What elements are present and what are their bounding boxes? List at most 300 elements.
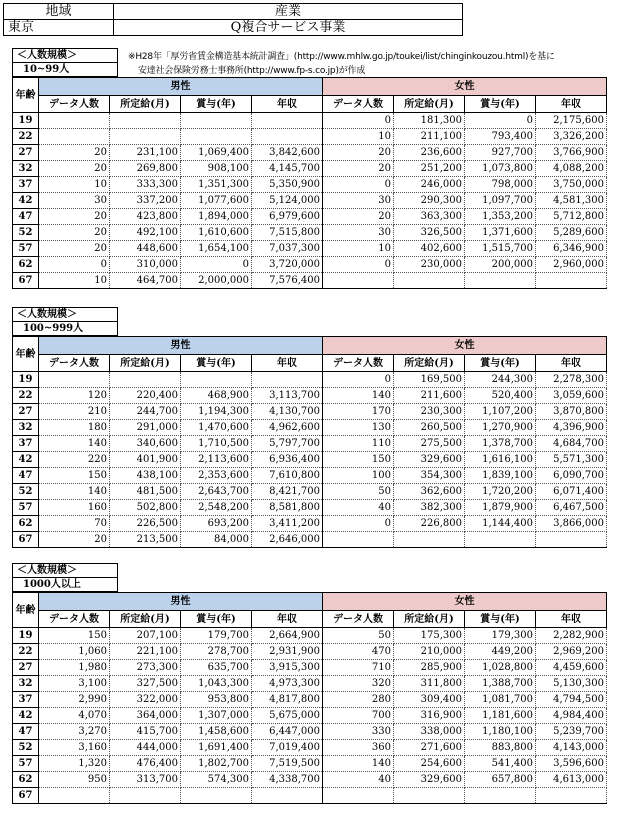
female-cell: 1,081,700	[465, 692, 536, 708]
female-cell: 211,100	[394, 129, 465, 145]
male-cell: 423,800	[110, 209, 181, 225]
female-cell: 226,800	[394, 516, 465, 532]
male-cell: 231,100	[110, 145, 181, 161]
female-cell: 1,073,800	[465, 161, 536, 177]
size-value: 10~99人	[13, 63, 118, 77]
age-cell: 62	[13, 772, 39, 788]
male-cell: 4,070	[39, 708, 110, 724]
size-label: ＜人数規模＞	[13, 308, 118, 322]
male-col-monthly: 所定給(月)	[110, 96, 181, 113]
male-cell	[252, 788, 323, 804]
male-cell: 492,100	[110, 225, 181, 241]
female-cell: 2,278,300	[536, 372, 607, 388]
female-cell: 175,300	[394, 628, 465, 644]
male-cell: 574,300	[181, 772, 252, 788]
male-col-monthly: 所定給(月)	[110, 611, 181, 628]
female-cell: 254,600	[394, 756, 465, 772]
male-header: 男性	[39, 78, 323, 96]
female-cell: 1,270,900	[465, 420, 536, 436]
male-col-bonus: 賞与(年)	[181, 611, 252, 628]
male-col-count: データ人数	[39, 611, 110, 628]
male-cell: 6,979,600	[252, 209, 323, 225]
age-cell: 42	[13, 452, 39, 468]
male-cell: 4,962,600	[252, 420, 323, 436]
size-section	[12, 48, 607, 289]
female-cell: 0	[323, 257, 394, 273]
table-row	[13, 772, 607, 788]
age-cell: 67	[13, 532, 39, 548]
female-cell	[465, 532, 536, 548]
age-cell: 22	[13, 388, 39, 404]
female-cell: 50	[323, 484, 394, 500]
age-cell: 62	[13, 257, 39, 273]
male-cell: 10	[39, 273, 110, 289]
male-cell	[110, 129, 181, 145]
female-cell: 5,239,700	[536, 724, 607, 740]
female-cell: 3,596,600	[536, 756, 607, 772]
male-cell	[39, 372, 110, 388]
male-cell: 20	[39, 532, 110, 548]
age-cell: 57	[13, 500, 39, 516]
female-cell: 236,600	[394, 145, 465, 161]
female-cell	[323, 788, 394, 804]
table-row	[13, 273, 607, 289]
female-cell: 3,870,800	[536, 404, 607, 420]
size-box	[12, 48, 118, 77]
female-cell: 4,396,900	[536, 420, 607, 436]
female-cell: 329,600	[394, 772, 465, 788]
table-row	[13, 692, 607, 708]
male-cell: 8,421,700	[252, 484, 323, 500]
table-row	[13, 436, 607, 452]
female-cell: 4,684,700	[536, 436, 607, 452]
female-cell: 3,059,600	[536, 388, 607, 404]
female-cell: 1,720,200	[465, 484, 536, 500]
female-col-annual: 年収	[536, 611, 607, 628]
male-cell: 2,353,600	[181, 468, 252, 484]
female-cell: 311,800	[394, 676, 465, 692]
male-cell: 2,990	[39, 692, 110, 708]
female-cell: 2,282,900	[536, 628, 607, 644]
size-label: ＜人数規模＞	[13, 49, 118, 63]
male-cell: 464,700	[110, 273, 181, 289]
table-row	[13, 257, 607, 273]
male-cell: 327,500	[110, 676, 181, 692]
male-cell: 3,100	[39, 676, 110, 692]
female-cell: 4,143,000	[536, 740, 607, 756]
female-header: 女性	[323, 78, 607, 96]
table-row	[13, 676, 607, 692]
female-cell: 338,000	[394, 724, 465, 740]
male-cell: 221,100	[110, 644, 181, 660]
male-cell: 210	[39, 404, 110, 420]
table-row	[13, 113, 607, 129]
male-cell: 5,350,900	[252, 177, 323, 193]
male-cell: 160	[39, 500, 110, 516]
age-cell: 42	[13, 708, 39, 724]
male-cell: 10	[39, 177, 110, 193]
female-cell: 200,000	[465, 257, 536, 273]
male-cell: 438,100	[110, 468, 181, 484]
male-cell: 2,643,700	[181, 484, 252, 500]
age-cell: 52	[13, 740, 39, 756]
female-cell: 6,346,900	[536, 241, 607, 257]
female-cell: 100	[323, 468, 394, 484]
female-cell: 1,107,200	[465, 404, 536, 420]
female-cell: 5,289,600	[536, 225, 607, 241]
male-cell: 908,100	[181, 161, 252, 177]
male-cell	[181, 372, 252, 388]
male-cell: 84,000	[181, 532, 252, 548]
male-cell: 244,700	[110, 404, 181, 420]
size-value: 1000人以上	[13, 578, 118, 592]
age-cell: 27	[13, 660, 39, 676]
male-cell: 3,720,000	[252, 257, 323, 273]
female-cell: 20	[323, 161, 394, 177]
female-cell: 20	[323, 145, 394, 161]
male-cell: 140	[39, 484, 110, 500]
age-cell: 67	[13, 273, 39, 289]
male-cell	[110, 788, 181, 804]
male-cell: 179,700	[181, 628, 252, 644]
female-col-count: データ人数	[323, 96, 394, 113]
male-cell: 4,817,800	[252, 692, 323, 708]
male-cell: 415,700	[110, 724, 181, 740]
male-cell	[39, 129, 110, 145]
wage-table	[12, 592, 607, 804]
age-cell: 47	[13, 209, 39, 225]
male-cell: 3,270	[39, 724, 110, 740]
age-cell: 67	[13, 788, 39, 804]
female-cell: 2,969,200	[536, 644, 607, 660]
male-cell	[252, 113, 323, 129]
male-cell: 7,037,300	[252, 241, 323, 257]
female-col-monthly: 所定給(月)	[394, 96, 465, 113]
male-cell: 0	[39, 257, 110, 273]
table-row	[13, 404, 607, 420]
female-cell: 329,600	[394, 452, 465, 468]
wage-table	[12, 77, 607, 289]
male-col-annual: 年収	[252, 355, 323, 372]
male-cell: 448,600	[110, 241, 181, 257]
female-cell: 1,616,100	[465, 452, 536, 468]
female-cell: 470	[323, 644, 394, 660]
female-cell: 5,571,300	[536, 452, 607, 468]
male-cell: 468,900	[181, 388, 252, 404]
source-note-line1: ※H28年「厚労省賃金構造基本統計調査」(http://www.mhlw.go.jp/toukei/list/chinginkouzou.html)を基に	[128, 52, 555, 62]
male-cell: 7,576,400	[252, 273, 323, 289]
female-cell: 5,130,300	[536, 676, 607, 692]
age-header: 年齢	[13, 337, 39, 372]
male-cell: 6,936,400	[252, 452, 323, 468]
female-cell: 30	[323, 193, 394, 209]
female-cell: 179,300	[465, 628, 536, 644]
female-col-annual: 年収	[536, 96, 607, 113]
female-cell: 927,700	[465, 145, 536, 161]
female-cell: 275,500	[394, 436, 465, 452]
male-cell: 140	[39, 436, 110, 452]
female-cell: 150	[323, 452, 394, 468]
age-cell: 19	[13, 628, 39, 644]
table-row	[13, 500, 607, 516]
female-cell: 402,600	[394, 241, 465, 257]
age-cell: 22	[13, 644, 39, 660]
female-cell: 0	[323, 372, 394, 388]
male-cell: 313,700	[110, 772, 181, 788]
male-col-bonus: 賞与(年)	[181, 355, 252, 372]
table-row	[13, 420, 607, 436]
female-cell: 169,500	[394, 372, 465, 388]
female-cell: 316,900	[394, 708, 465, 724]
age-cell: 32	[13, 676, 39, 692]
female-cell: 798,000	[465, 177, 536, 193]
male-cell: 7,519,500	[252, 756, 323, 772]
male-cell	[110, 113, 181, 129]
region-value: 東京	[4, 20, 114, 36]
male-cell: 1,610,600	[181, 225, 252, 241]
male-cell: 4,338,700	[252, 772, 323, 788]
female-cell: 290,300	[394, 193, 465, 209]
female-cell: 6,071,400	[536, 484, 607, 500]
female-cell: 1,144,400	[465, 516, 536, 532]
table-row	[13, 145, 607, 161]
table-row	[13, 516, 607, 532]
male-cell: 180	[39, 420, 110, 436]
male-cell: 226,500	[110, 516, 181, 532]
male-cell: 3,915,300	[252, 660, 323, 676]
female-col-bonus: 賞与(年)	[465, 96, 536, 113]
table-row	[13, 388, 607, 404]
male-cell: 207,100	[110, 628, 181, 644]
female-cell: 3,766,900	[536, 145, 607, 161]
male-col-annual: 年収	[252, 96, 323, 113]
male-cell: 5,675,000	[252, 708, 323, 724]
female-cell: 1,378,700	[465, 436, 536, 452]
male-cell	[110, 372, 181, 388]
male-cell: 1,691,400	[181, 740, 252, 756]
male-cell: 1,654,100	[181, 241, 252, 257]
male-cell: 20	[39, 209, 110, 225]
table-row	[13, 193, 607, 209]
age-cell: 57	[13, 241, 39, 257]
male-cell: 7,019,400	[252, 740, 323, 756]
male-cell	[252, 372, 323, 388]
table-row	[13, 452, 607, 468]
male-cell: 1,307,000	[181, 708, 252, 724]
male-header: 男性	[39, 593, 323, 611]
female-cell: 326,500	[394, 225, 465, 241]
male-cell: 3,842,600	[252, 145, 323, 161]
female-cell: 1,181,600	[465, 708, 536, 724]
male-cell: 150	[39, 628, 110, 644]
female-cell: 3,750,000	[536, 177, 607, 193]
female-cell: 363,300	[394, 209, 465, 225]
table-row	[13, 209, 607, 225]
size-section	[12, 563, 607, 804]
female-cell: 6,467,500	[536, 500, 607, 516]
source-note-line2: 安達社会保険労務士事務所(http://www.fp-s.co.jp)が作成	[138, 66, 366, 76]
male-cell: 30	[39, 193, 110, 209]
female-cell: 271,600	[394, 740, 465, 756]
male-cell: 401,900	[110, 452, 181, 468]
male-cell: 5,124,000	[252, 193, 323, 209]
header-table	[3, 3, 463, 36]
female-cell: 50	[323, 628, 394, 644]
table-row	[13, 372, 607, 388]
age-header: 年齢	[13, 78, 39, 113]
male-cell: 1,043,300	[181, 676, 252, 692]
female-cell: 6,090,700	[536, 468, 607, 484]
female-cell: 4,794,500	[536, 692, 607, 708]
male-cell	[181, 129, 252, 145]
size-value: 100~999人	[13, 322, 118, 336]
region-label: 地域	[4, 4, 114, 20]
male-cell: 953,800	[181, 692, 252, 708]
male-cell: 476,400	[110, 756, 181, 772]
female-cell: 1,879,900	[465, 500, 536, 516]
female-cell: 1,097,700	[465, 193, 536, 209]
male-cell: 2,646,000	[252, 532, 323, 548]
table-row	[13, 660, 607, 676]
female-cell: 0	[465, 113, 536, 129]
male-cell: 3,113,700	[252, 388, 323, 404]
female-cell: 0	[323, 516, 394, 532]
female-col-count: データ人数	[323, 611, 394, 628]
female-cell	[536, 532, 607, 548]
male-cell: 278,700	[181, 644, 252, 660]
male-cell: 340,600	[110, 436, 181, 452]
age-cell: 37	[13, 177, 39, 193]
male-cell: 20	[39, 145, 110, 161]
female-cell: 0	[323, 113, 394, 129]
female-cell: 2,960,000	[536, 257, 607, 273]
male-cell: 3,160	[39, 740, 110, 756]
size-box	[12, 563, 118, 592]
male-cell: 481,500	[110, 484, 181, 500]
female-cell: 4,459,600	[536, 660, 607, 676]
male-cell: 4,973,300	[252, 676, 323, 692]
female-cell: 3,866,000	[536, 516, 607, 532]
female-cell: 246,000	[394, 177, 465, 193]
female-cell	[465, 273, 536, 289]
female-cell: 4,613,000	[536, 772, 607, 788]
table-row	[13, 129, 607, 145]
female-cell: 10	[323, 241, 394, 257]
female-cell	[323, 532, 394, 548]
male-cell	[252, 129, 323, 145]
female-col-bonus: 賞与(年)	[465, 611, 536, 628]
age-cell: 32	[13, 420, 39, 436]
female-cell: 354,300	[394, 468, 465, 484]
age-cell: 27	[13, 145, 39, 161]
male-cell: 310,000	[110, 257, 181, 273]
male-cell: 1,710,500	[181, 436, 252, 452]
male-cell: 1,802,700	[181, 756, 252, 772]
table-row	[13, 740, 607, 756]
female-cell: 1,515,700	[465, 241, 536, 257]
female-cell: 700	[323, 708, 394, 724]
male-cell: 1,470,600	[181, 420, 252, 436]
male-col-annual: 年収	[252, 611, 323, 628]
female-cell: 330	[323, 724, 394, 740]
female-cell	[536, 788, 607, 804]
age-cell: 19	[13, 372, 39, 388]
age-cell: 52	[13, 225, 39, 241]
female-cell	[323, 273, 394, 289]
age-cell: 47	[13, 468, 39, 484]
male-cell: 502,800	[110, 500, 181, 516]
age-cell: 57	[13, 756, 39, 772]
male-cell: 333,300	[110, 177, 181, 193]
size-box	[12, 307, 118, 336]
male-cell: 8,581,800	[252, 500, 323, 516]
female-col-count: データ人数	[323, 355, 394, 372]
female-cell	[394, 532, 465, 548]
female-cell: 710	[323, 660, 394, 676]
age-cell: 42	[13, 193, 39, 209]
male-cell: 213,500	[110, 532, 181, 548]
male-cell: 273,300	[110, 660, 181, 676]
female-cell: 520,400	[465, 388, 536, 404]
male-cell: 7,610,800	[252, 468, 323, 484]
male-col-bonus: 賞与(年)	[181, 96, 252, 113]
female-cell: 20	[323, 209, 394, 225]
female-cell: 4,088,200	[536, 161, 607, 177]
male-cell	[39, 788, 110, 804]
female-cell: 2,175,600	[536, 113, 607, 129]
female-cell: 181,300	[394, 113, 465, 129]
female-cell	[394, 273, 465, 289]
female-cell: 170	[323, 404, 394, 420]
male-cell: 1,458,600	[181, 724, 252, 740]
female-col-monthly: 所定給(月)	[394, 355, 465, 372]
size-label: ＜人数規模＞	[13, 564, 118, 578]
female-cell: 541,400	[465, 756, 536, 772]
male-cell: 4,145,700	[252, 161, 323, 177]
female-cell: 110	[323, 436, 394, 452]
male-cell: 20	[39, 225, 110, 241]
male-cell: 1,069,400	[181, 145, 252, 161]
female-cell: 1,388,700	[465, 676, 536, 692]
female-cell: 883,800	[465, 740, 536, 756]
female-cell: 244,300	[465, 372, 536, 388]
age-cell: 22	[13, 129, 39, 145]
age-cell: 47	[13, 724, 39, 740]
female-cell: 230,000	[394, 257, 465, 273]
female-cell: 3,326,200	[536, 129, 607, 145]
table-row	[13, 644, 607, 660]
male-cell: 444,000	[110, 740, 181, 756]
female-cell: 0	[323, 177, 394, 193]
male-cell: 3,411,200	[252, 516, 323, 532]
table-row	[13, 225, 607, 241]
table-row	[13, 532, 607, 548]
female-cell: 40	[323, 772, 394, 788]
male-cell: 950	[39, 772, 110, 788]
male-cell: 220,400	[110, 388, 181, 404]
female-header: 女性	[323, 337, 607, 355]
male-cell: 4,130,700	[252, 404, 323, 420]
female-cell: 1,028,800	[465, 660, 536, 676]
male-col-count: データ人数	[39, 355, 110, 372]
female-cell	[536, 273, 607, 289]
male-cell: 2,931,900	[252, 644, 323, 660]
female-cell: 211,600	[394, 388, 465, 404]
male-cell: 20	[39, 161, 110, 177]
male-cell: 1,194,300	[181, 404, 252, 420]
female-cell: 362,600	[394, 484, 465, 500]
female-cell: 1,839,100	[465, 468, 536, 484]
